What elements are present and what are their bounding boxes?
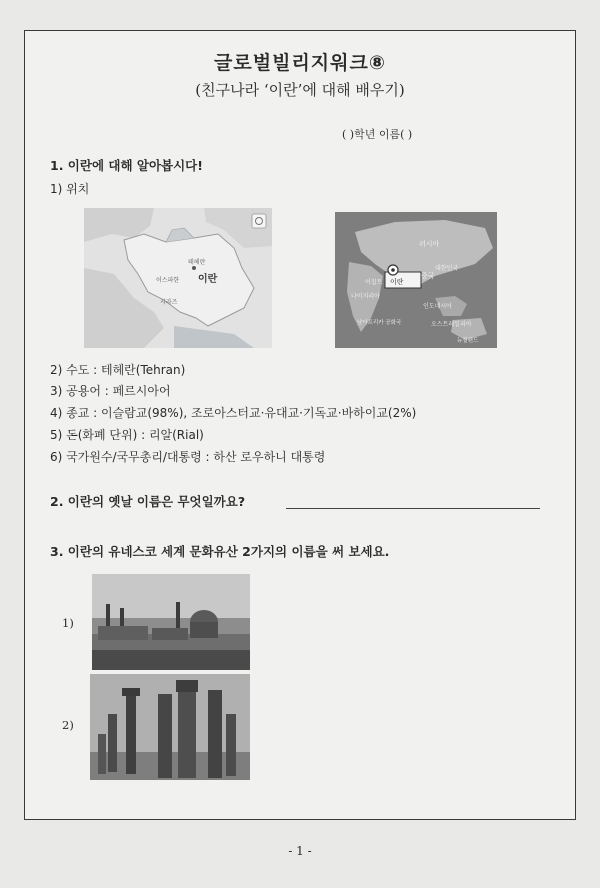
map2-egypt-label: 이집트 [365, 279, 383, 286]
photo2-number: 2) [62, 718, 74, 732]
map2-australia-label: 오스트레일리아 [431, 321, 472, 328]
iran-detail-map [84, 208, 272, 348]
map1-isfahan-label: 이스파한 [156, 277, 180, 284]
map1-iran-label: 이란 [198, 274, 218, 285]
map2-korea-label: 대한민국 [435, 265, 459, 272]
leader-item: 6) 국가원수/국무총리/대통령 : 하산 로우하니 대통령 [50, 450, 326, 464]
map2-iran-label: 이란 [390, 278, 404, 286]
map1-shiraz-label: 시라즈 [160, 299, 178, 306]
map1-tehran-label: 테헤란 [188, 259, 206, 266]
map2-indonesia-label: 인도네시아 [423, 303, 452, 310]
religion-item: 4) 종교 : 이슬람교(98%), 조로아스터교·유대교·기독교·바하이교(2%) [50, 406, 417, 420]
map2-nigeria-label: 나이지리아 [351, 293, 380, 300]
language-item: 3) 공용어 : 페르시아어 [50, 384, 171, 398]
persepolis-photo [90, 674, 250, 780]
page-title: 글로벌빌리지워크⑧ [214, 52, 386, 74]
capital-item: 2) 수도 : 테헤란(Tehran) [50, 363, 186, 377]
map2-newzealand-label: 뉴질랜드 [457, 338, 479, 344]
student-name-line: ( )학년 이름( ) [342, 128, 413, 141]
map2-china-label: 중국 [421, 272, 435, 280]
page-subtitle: (친구나라 ‘이란’에 대해 배우기) [195, 81, 405, 99]
section1-heading: 1. 이란에 대해 알아봅시다! [50, 158, 203, 173]
page-number: - 1 - [288, 844, 312, 858]
section3-question: 3. 이란의 유네스코 세계 문화유산 2가지의 이름을 써 보세요. [50, 544, 390, 559]
section2-question: 2. 이란의 옛날 이름은 무엇일까요? [50, 494, 246, 509]
mosque-photo [92, 574, 250, 670]
currency-item: 5) 돈(화폐 단위) : 리알(Rial) [50, 428, 204, 442]
answer-line[interactable] [286, 507, 540, 509]
world-map [335, 212, 497, 348]
map2-south-africa-label: 남아프리카 공화국 [357, 320, 402, 326]
map2-russia-label: 러시아 [419, 240, 440, 248]
location-label: 1) 위치 [50, 182, 90, 196]
photo1-number: 1) [62, 616, 74, 630]
